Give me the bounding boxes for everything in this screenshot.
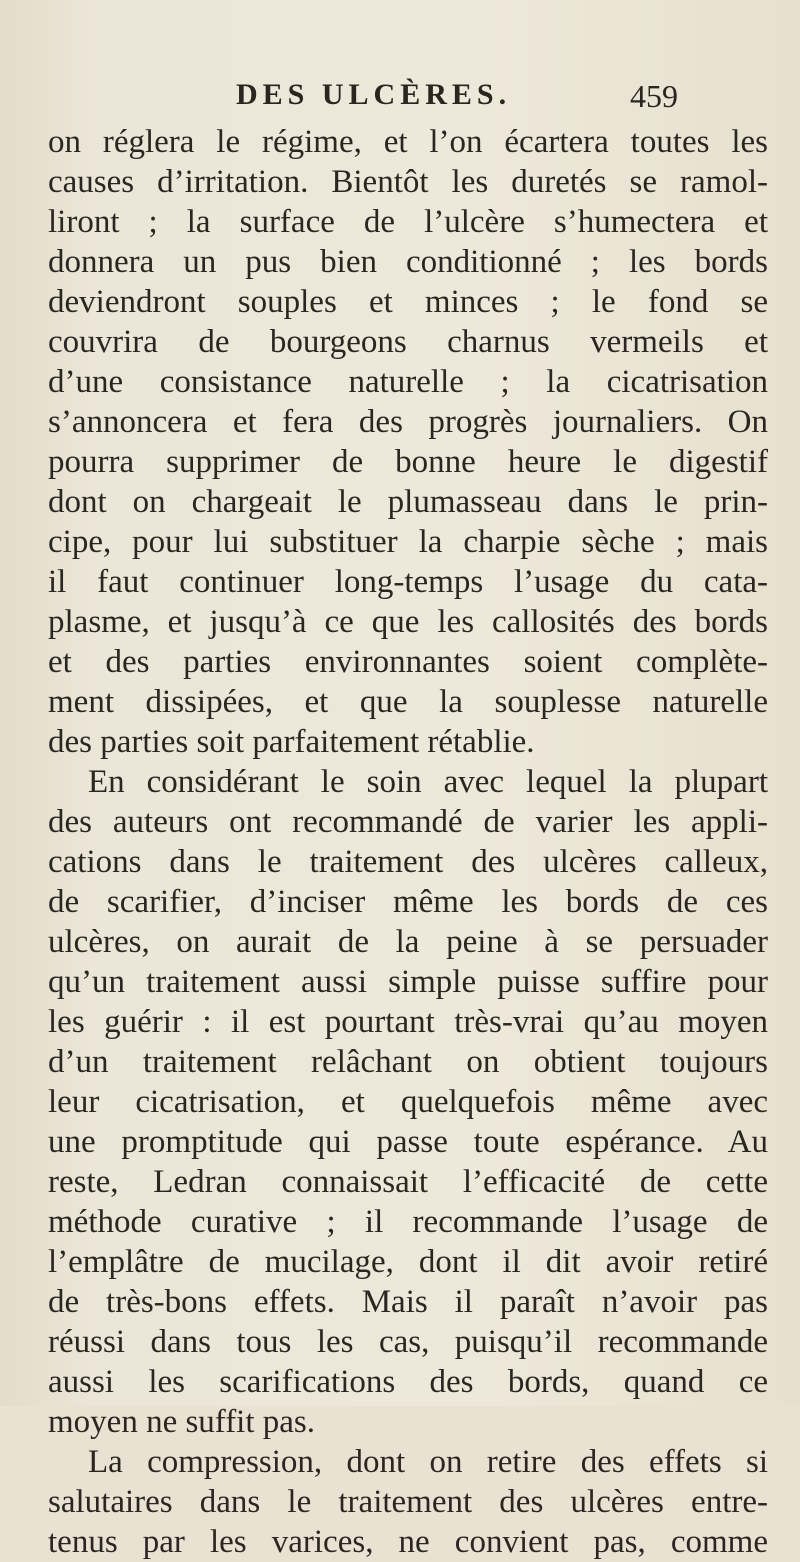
text-line: des auteurs ont recommandé de varier les appli- [48, 804, 768, 840]
text-line: salutaires dans le traitement des ulcères entre- [48, 1484, 768, 1520]
paragraph-end-line: des parties soit parfaitement rétablie. [48, 724, 535, 760]
body-text [48, 122, 768, 1562]
text-line: s’annoncera et fera des progrès journaliers. On [48, 404, 768, 440]
paragraph-start-line: En considérant le soin avec lequel la plupart [88, 764, 768, 800]
page-number: 459 [630, 78, 678, 114]
text-line: cations dans le traitement des ulcères calleux, [48, 844, 768, 880]
text-line: couvrira de bourgeons charnus vermeils et [48, 324, 768, 360]
text-line: on réglera le régime, et l’on écartera toutes les [48, 124, 768, 160]
text-line: les guérir : il est pourtant très-vrai qu’au moyen [48, 1004, 768, 1040]
text-line: cipe, pour lui substituer la charpie sèche ; mais [48, 524, 768, 560]
text-line: pourra supprimer de bonne heure le digestif [48, 444, 768, 480]
text-line: leur cicatrisation, et quelquefois même avec [48, 1084, 768, 1120]
text-line: d’un traitement relâchant on obtient toujours [48, 1044, 768, 1080]
text-line: il faut continuer long-temps l’usage du cata- [48, 564, 768, 600]
text-line: une promptitude qui passe toute espérance. Au [48, 1124, 768, 1160]
text-line: plasme, et jusqu’à ce que les callosités des bords [48, 604, 768, 640]
text-line: reste, Ledran connaissait l’efficacité de cette [48, 1164, 768, 1200]
text-line: deviendront souples et minces ; le fond se [48, 284, 768, 320]
paragraph-start-line: La compression, dont on retire des effets si [88, 1444, 768, 1480]
running-head: DES ULCÈRES. [236, 78, 512, 111]
text-line: d’une consistance naturelle ; la cicatrisation [48, 364, 768, 400]
text-line: aussi les scarifications des bords, quand ce [48, 1364, 768, 1400]
text-line: ulcères, on aurait de la peine à se persuader [48, 924, 768, 960]
text-line: liront ; la surface de l’ulcère s’humectera et [48, 204, 768, 240]
text-line: qu’un traitement aussi simple puisse suffire pour [48, 964, 768, 1000]
text-line: dont on chargeait le plumasseau dans le prin- [48, 484, 768, 520]
text-line: ment dissipées, et que la souplesse naturelle [48, 684, 768, 720]
text-line: donnera un pus bien conditionné ; les bords [48, 244, 768, 280]
text-line: et des parties environnantes soient complète- [48, 644, 768, 680]
text-line: de scarifier, d’inciser même les bords de ces [48, 884, 768, 920]
paragraph-end-line: moyen ne suffit pas. [48, 1404, 316, 1440]
text-line: de très-bons effets. Mais il paraît n’avoir pas [48, 1284, 768, 1320]
page-header [0, 78, 800, 118]
text-line: l’emplâtre de mucilage, dont il dit avoir retiré [48, 1244, 768, 1280]
text-line: méthode curative ; il recommande l’usage de [48, 1204, 768, 1240]
text-line: réussi dans tous les cas, puisqu’il recommande [48, 1324, 768, 1360]
text-line: causes d’irritation. Bientôt les duretés se ramol- [48, 164, 768, 200]
text-line: tenus par les varices, ne convient pas, comme [48, 1524, 768, 1560]
